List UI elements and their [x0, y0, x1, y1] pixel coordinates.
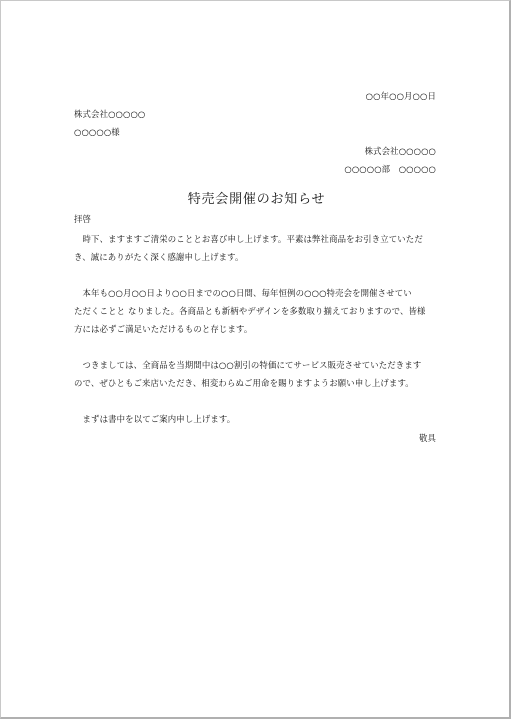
- salutation: 拝啓: [74, 214, 92, 224]
- paragraph-line: 方には必ずご満足いただけるものと存じます。: [74, 324, 253, 334]
- paragraph-line: まずは書中を以てご案内申し上げます。: [74, 414, 236, 424]
- letter-date: ○○年○○月○○日: [365, 91, 436, 101]
- paragraph-line: 時下、ますますご清栄のこととお喜び申し上げます。平素は弊社商品をお引き立ていただ: [74, 234, 423, 244]
- paragraph-line: ので、ぜひともご来店いただき、相変わらぬご用命を賜りますようお願い申し上げます。: [74, 378, 414, 388]
- recipient-company: 株式会社○○○○○: [74, 109, 146, 119]
- paragraph-line: ただくことと なりました。各商品とも新柄やデザインを多数取り揃えておりますので、皆様: [74, 306, 426, 316]
- paragraph-line: き、誠にありがたく深く感謝申し上げます。: [74, 252, 244, 262]
- sender-department: ○○○○○部 ○○○○○: [344, 164, 436, 174]
- paragraph-line: つきましては、全商品を当期間中は○○割引の特価にてサービス販売させていただきます: [74, 360, 422, 370]
- paragraph-line: 本年も○○月○○日より○○日までの○○日間、毎年恒例の○○○特売会を開催させてい: [74, 288, 412, 298]
- document-title: 特売会開催のお知らせ: [187, 192, 326, 207]
- closing: 敬具: [418, 433, 436, 443]
- sender-company: 株式会社○○○○○: [364, 146, 436, 156]
- recipient-name: ○○○○○様: [74, 127, 120, 137]
